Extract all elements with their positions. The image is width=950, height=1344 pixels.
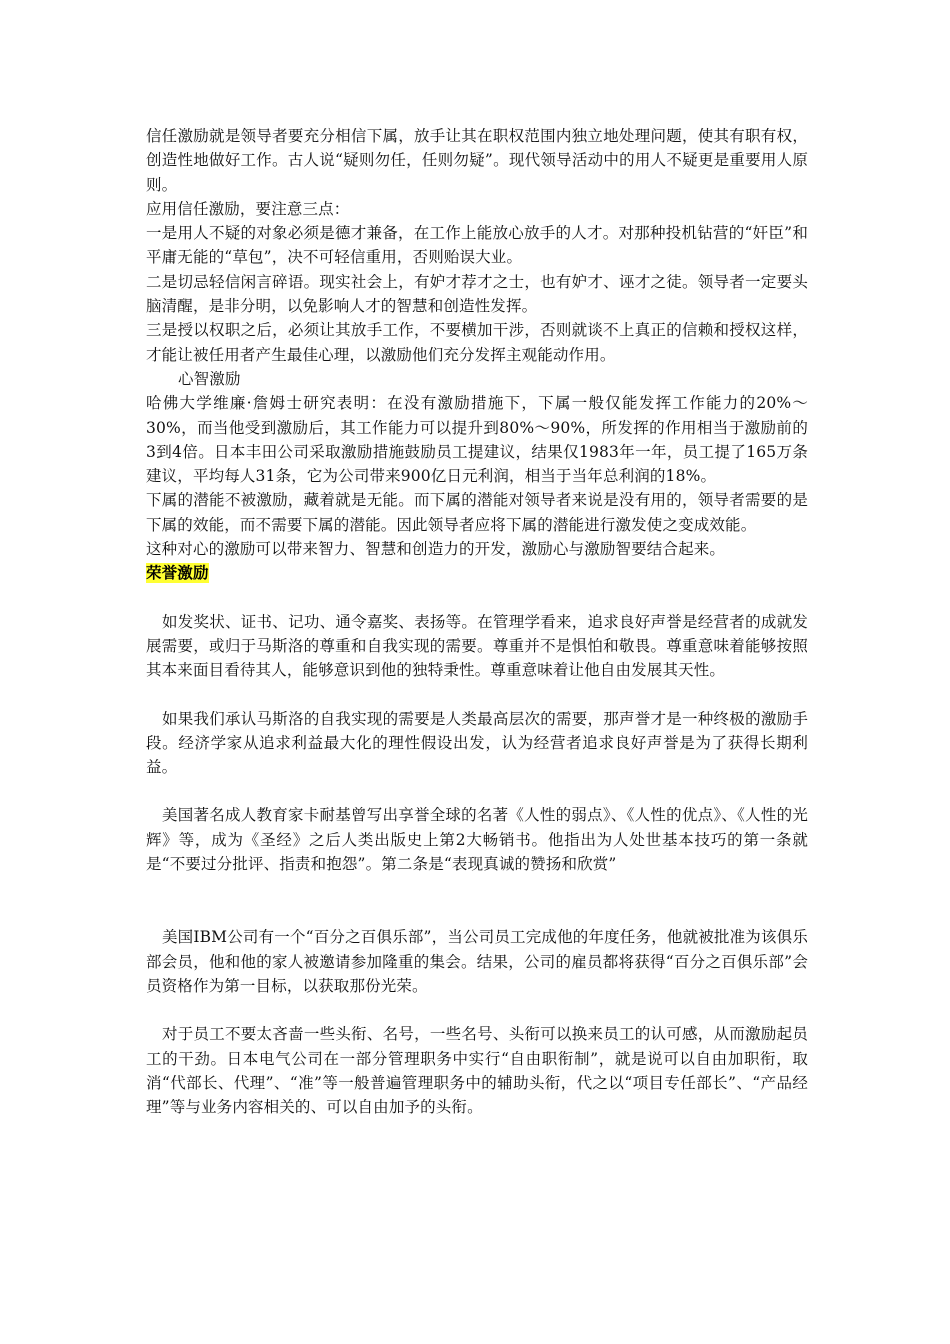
spacer xyxy=(146,779,808,803)
trust-paragraph-4: 二是切忌轻信闲言碎语。现实社会上，有妒才荐才之士，也有妒才、诬才之徒。领导者一定要头脑清醒，是非分明，以免影响人才的智慧和创造性发挥。 xyxy=(146,272,808,316)
trust-paragraph-5: 三是授以权职之后，必须让其放手工作，不要横加干涉，否则就谈不上真正的信赖和授权这样，才能让被任用者产生最佳心理，以激励他们充分发挥主观能动作用。 xyxy=(146,321,808,364)
mind-heading: 心智激励 xyxy=(178,369,241,388)
honor-paragraph-5: 对于员工不要太吝啬一些头衔、名号，一些名号、头衔可以换来员工的认可感，从而激励起员工的干劲。日本电气公司在一部分管理职务中实行“自由职衔制”，就是说可以自由加职衔，取消“代部长、代理”、“准”等一般普遍管理职务中的辅助头衔，代之以“项目专任部长”、“产品经理”等与业务内容相关的、可以自由加予的头衔。 xyxy=(146,1025,808,1117)
mind-paragraph-3: 这种对心的激励可以带来智力、智慧和创造力的开发，激励心与激励智要结合起来。 xyxy=(146,540,726,559)
honor-paragraph-4: 美国IBM公司有一个“百分之百俱乐部”，当公司员工完成他的年度任务，他就被批准为该俱乐部会员，他和他的家人被邀请参加隆重的集会。结果，公司的雇员都将获得“百分之百俱乐部”会员资格作为第一目标，以获取那份光荣。 xyxy=(146,928,808,995)
mind-paragraph-1: 哈佛大学维廉·詹姆士研究表明：在没有激励措施下，下属一般仅能发挥工作能力的20%～30%，而当他受到激励后，其工作能力可以提升到80%～90%，所发挥的作用相当于激励前的3到4倍。日本丰田公司采取激励措施鼓励员工提建议，结果仅1983年一年，员工提了165万条建议，平均每人31条，它为公司带来900亿日元利润，相当于当年总利润的18%。 xyxy=(146,394,808,486)
spacer xyxy=(146,998,808,1022)
honor-paragraph-2: 如果我们承认马斯洛的自我实现的需要是人类最高层次的需要，那声誉才是一种终极的激励手段。经济学家从追求利益最大化的理性假设出发，认为经营者追求良好声誉是为了获得长期利益。 xyxy=(146,709,808,777)
honor-heading-line xyxy=(146,561,808,585)
honor-paragraph-3: 美国著名成人教育家卡耐基曾写出享誉全球的名著《人性的弱点》、《人性的优点》、《人性的光辉》等，成为《圣经》之后人类出版史上第2大畅销书。他指出为人处世基本技巧的第一条就是“不要过分批评、指责和抱怨”。第二条是“表现真诚的赞扬和欣赏” xyxy=(146,806,808,874)
document-body xyxy=(146,124,808,1119)
honor-paragraph-1: 如发奖状、证书、记功、通令嘉奖、表扬等。在管理学看来，追求良好声誉是经营者的成就发展需要，或归于马斯洛的尊重和自我实现的需要。尊重并不是惧怕和敬畏。尊重意味着能够按照其本来面目看待其人，能够意识到他的独特秉性。尊重意味着让他自由发展其天性。 xyxy=(146,612,808,680)
spacer xyxy=(146,586,808,610)
trust-paragraph-2: 应用信任激励，要注意三点： xyxy=(146,199,350,218)
trust-paragraph-3: 一是用人不疑的对象必须是德才兼备，在工作上能放心放手的人才。对那种投机钻营的“奸臣”和平庸无能的“草包”，决不可轻信重用，否则贻误大业。 xyxy=(146,224,808,267)
spacer xyxy=(146,683,808,707)
honor-heading: 荣誉激励 xyxy=(146,564,209,583)
trust-paragraph-1: 信任激励就是领导者要充分相信下属，放手让其在职权范围内独立地处理问题，使其有职有权，创造性地做好工作。古人说“疑则勿任，任则勿疑”。现代领导活动中的用人不疑更是重要用人原则。 xyxy=(146,127,808,194)
spacer xyxy=(146,876,808,925)
mind-paragraph-2: 下属的潜能不被激励，藏着就是无能。而下属的潜能对领导者来说是没有用的，领导者需要的是下属的效能，而不需要下属的潜能。因此领导者应将下属的潜能进行激发使之变成效能。 xyxy=(146,491,808,534)
